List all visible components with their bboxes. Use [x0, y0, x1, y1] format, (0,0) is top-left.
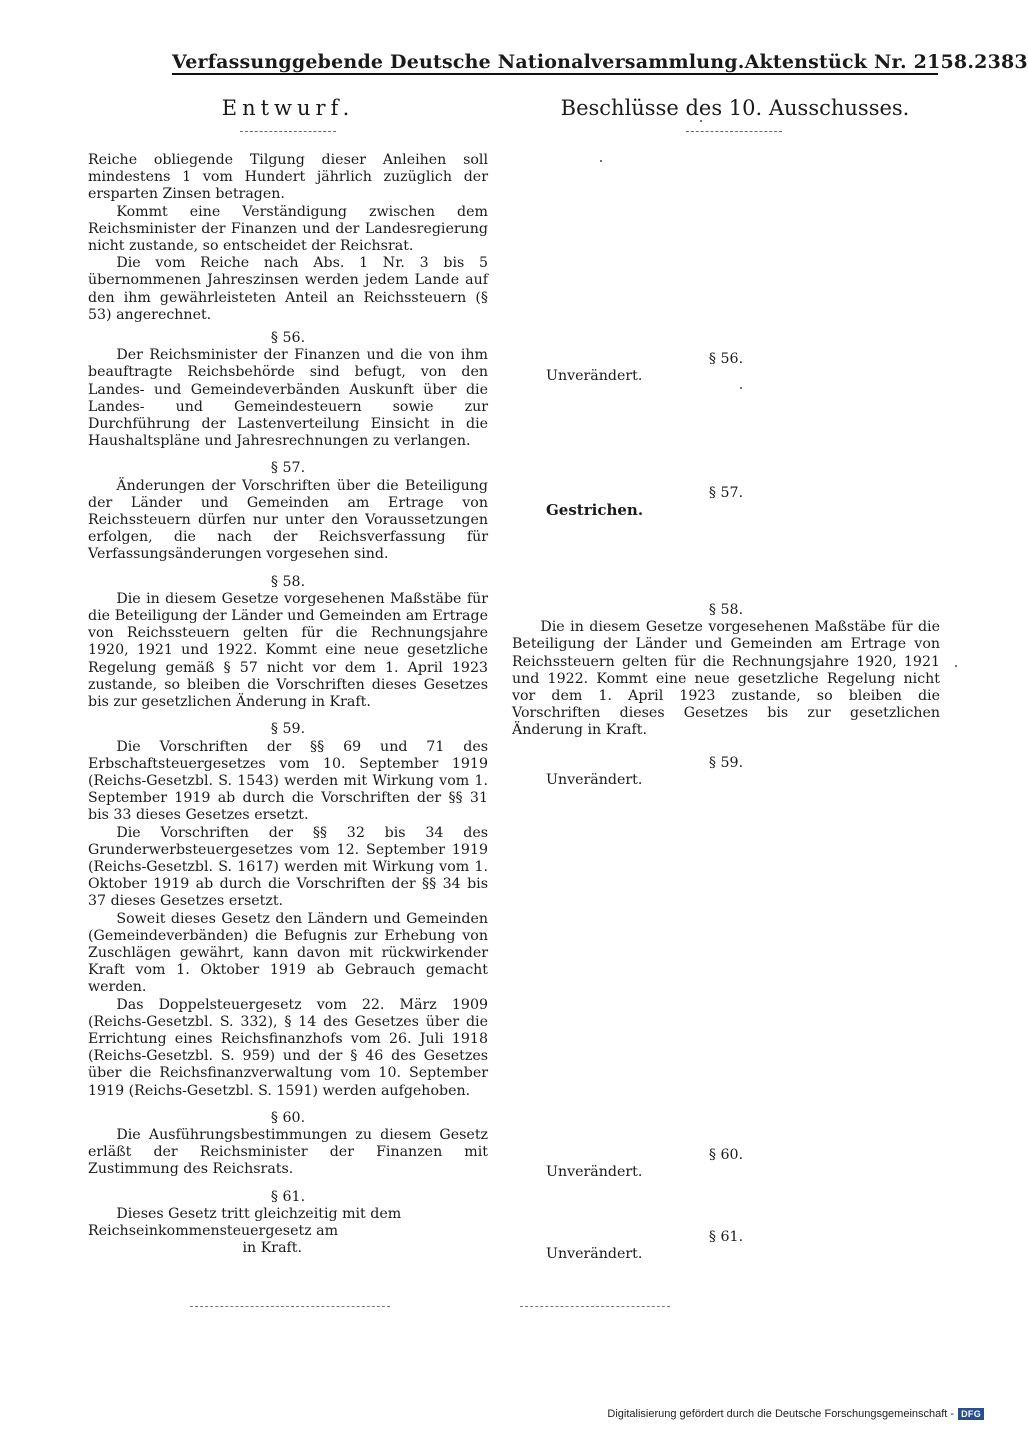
- print-speck: [740, 387, 742, 389]
- footer-credit: Digitalisierung gefördert durch die Deutsche Forschungsgemeinschaft -: [607, 1408, 955, 1420]
- section-59-paragraph-1: Die Vorschriften der §§ 69 und 71 des Erbschaftsteuergesetzes vom 10. September 1919 (Reichs-Gesetzbl. S. 1543) werden mit Wirkung vom 1. September 1919 ab durch die Vorschriften der §§ 31 bis 33 dieses Gesetzes ersetzt.: [88, 738, 488, 824]
- print-speck: [700, 120, 702, 122]
- section-56-text: Der Reichsminister der Finanzen und die von ihm beauftragte Reichsbehörde sind befugt, von den Landes- und Gemeindeverbänden Auskunft über die Landes- und Gemeindesteuern sowie zur Durchführung der Lastenverteilung Einsicht in die Haushaltspläne und Jahresrechnungen zu verlangen.: [88, 347, 488, 450]
- section-59-paragraph-3: Soweit dieses Gesetz den Ländern und Gemeinden (Gemeindeverbänden) die Befugnis zur Erhebung von Zuschlägen gewährt, kann davon mit rückwirkender Kraft vom 1. Oktober 1919 ab Gebrauch gemacht werden.: [88, 910, 488, 996]
- section-61-text-end: in Kraft.: [242, 1240, 303, 1257]
- print-speck: [600, 160, 602, 162]
- print-speck: [955, 665, 957, 667]
- page-number: 2383: [974, 51, 1028, 73]
- right-section-heading-61: § 61.: [708, 1229, 744, 1245]
- left-column-title: Entwurf.: [221, 96, 355, 120]
- section-57-text: Änderungen der Vorschriften über die Beteiligung der Länder und Gemeinden am Ertrage von Reichssteuern dürfen nur unter den Voraussetzungen erfolgen, die nach der Reichsverfassung für Verfassungsänderungen vorgesehen sind.: [88, 477, 488, 563]
- right-section-56-text: Unverändert.: [546, 368, 643, 385]
- header-document-number: Aktenstück Nr. 2158.: [744, 51, 975, 73]
- right-end-rule: [520, 1306, 670, 1307]
- paragraph: Die vom Reiche nach Abs. 1 Nr. 3 bis 5 übernommenen Jahreszinsen werden jedem Lande auf den ihm gewährleisteten Anteil an Reichssteuern (§ 53) angerechnet.: [88, 255, 488, 323]
- section-59-paragraph-2: Die Vorschriften der §§ 32 bis 34 des Grunderwerbsteuergesetzes vom 12. September 1919 (Reichs-Gesetzbl. S. 1617) werden mit Wirkung vom 1. Oktober 1919 ab durch die Vorschriften der §§ 34 bis 37 dieses Gesetzes ersetzt.: [88, 824, 488, 910]
- section-heading-60: § 60.: [270, 1109, 306, 1126]
- header-title: Verfassunggebende Deutsche Nationalversammlung.: [172, 51, 745, 73]
- section-58-text: Die in diesem Gesetze vorgesehenen Maßstäbe für die Beteiligung der Länder und Gemeinden am Ertrage von Reichssteuern gelten für die Rechnungsjahre 1920, 1921 und 1922. Kommt eine neue gesetzliche Regelung gemäß § 57 nicht vor dem 1. April 1923 zustande, so bleiben die Vorschriften dieses Gesetzes bis zur gesetzlichen Änderung in Kraft.: [88, 590, 488, 711]
- right-section-57-text: Gestrichen.: [546, 501, 644, 520]
- right-section-58-text: Die in diesem Gesetze vorgesehenen Maßstäbe für die Beteiligung der Länder und Gemeinden am Ertrage von Reichssteuern gelten für die Rechnungsjahre 1920, 1921 und 1922. Kommt eine neue gesetzliche Regelung nicht vor dem 1. April 1923 zustande, so bleiben die Vorschriften dieses Gesetzes bis zur gesetzlichen Änderung in Kraft.: [512, 619, 940, 739]
- section-heading-58: § 58.: [270, 573, 306, 590]
- left-end-rule: [190, 1306, 390, 1307]
- section-heading-56: § 56.: [270, 330, 306, 347]
- paragraph: Reiche obliegende Tilgung dieser Anleihen soll mindestens 1 vom Hundert jährlich zuzüglich der ersparten Zinsen betragen.: [88, 152, 488, 203]
- section-59-paragraph-4: Das Doppelsteuergesetz vom 22. März 1909 (Reichs-Gesetzbl. S. 332), § 14 des Gesetzes über die Errichtung eines Reichsfinanzhofs vom 26. Juli 1918 (Reichs-Gesetzbl. S. 959) und der § 46 des Gesetzes über die Reichsfinanzverwaltung vom 10. September 1919 (Reichs-Gesetzbl. S. 1591) werden aufgehoben.: [88, 996, 488, 1099]
- section-heading-61: § 61.: [270, 1188, 306, 1205]
- right-section-61-text: Unverändert.: [546, 1246, 643, 1263]
- right-section-heading-56: § 56.: [708, 351, 744, 367]
- right-column-title: Beschlüsse des 10. Ausschusses.: [560, 96, 910, 120]
- page-header: [172, 47, 1028, 75]
- right-section-heading-57: § 57.: [708, 485, 744, 501]
- right-section-heading-59: § 59.: [708, 755, 744, 771]
- dfg-logo: DFG: [958, 1408, 984, 1420]
- right-section-59-text: Unverändert.: [546, 772, 643, 789]
- section-61-text: [88, 1206, 488, 1258]
- paragraph: Kommt eine Verständigung zwischen dem Reichsminister der Finanzen und der Landesregierung nicht zustande, so entscheidet der Reichsrat.: [88, 203, 488, 255]
- footer: [607, 1408, 984, 1420]
- right-section-60-text: Unverändert.: [546, 1164, 643, 1181]
- section-heading-57: § 57.: [270, 460, 306, 477]
- right-section-heading-60: § 60.: [708, 1147, 744, 1163]
- right-title-rule: [686, 131, 782, 132]
- right-section-heading-58: § 58.: [708, 602, 744, 618]
- section-heading-59: § 59.: [270, 721, 306, 738]
- left-title-rule: [240, 131, 336, 132]
- section-60-text: Die Ausführungsbestimmungen zu diesem Gesetz erläßt der Reichsminister der Finanzen mit Zustimmung des Reichsrats.: [88, 1126, 488, 1178]
- left-column: [88, 152, 488, 1257]
- section-61-text-start: Dieses Gesetz tritt gleichzeitig mit dem Reichseinkommensteuergesetz am: [88, 1205, 402, 1239]
